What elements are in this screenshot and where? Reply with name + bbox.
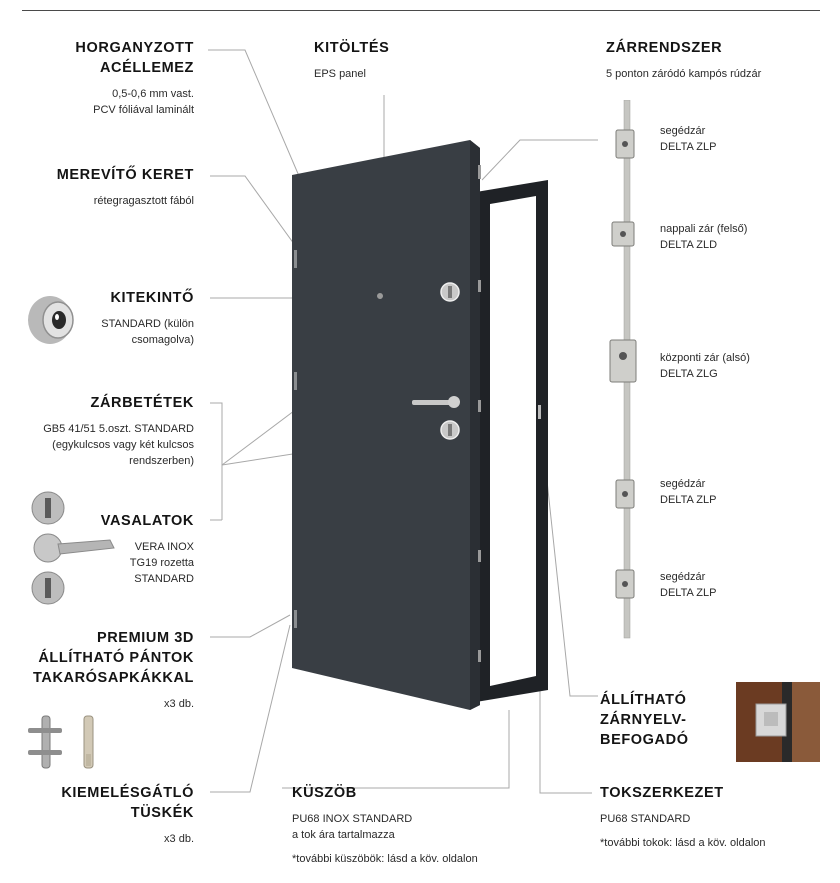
feature-title: ZÁRBETÉTEK [90,395,194,411]
lock-model: DELTA ZLP [660,494,717,506]
hinge [294,250,297,268]
feature-title: ZÁRNYELV- [600,712,687,728]
feature-desc: VERA INOX [134,541,194,553]
feature-title: TÜSKÉK [130,805,194,821]
lock-name: segédzár [660,478,706,490]
feature-title: PREMIUM 3D [96,630,194,646]
feature-title: ACÉLLEMEZ [99,60,194,76]
handle-icon [412,400,452,405]
feature-note: *további küszöbök: lásd a köv. oldalon [292,853,478,865]
lock-model: DELTA ZLP [660,141,717,153]
feature-desc: GB5 41/51 5.oszt. STANDARD [43,423,194,435]
frame-opening [490,196,536,686]
lock-name: központi zár (alsó) [660,352,750,364]
lock-model: DELTA ZLP [660,587,717,599]
lock-item [660,350,750,382]
feature-title: TOKSZERKEZET [600,785,724,801]
lock-item [660,476,716,508]
lock-item [660,221,747,253]
feature-desc: PCV fóliával laminált [93,104,194,116]
door-illustration [260,130,560,740]
feature-desc: csomagolva) [131,334,194,346]
feature-title: ÁLLÍTHATÓ PÁNTOK [38,650,194,666]
feature-tuskek [61,783,194,847]
feature-title: KITEKINTŐ [110,290,194,306]
feature-kitekinto [101,288,194,348]
feature-zarnyelv [600,690,689,750]
feature-tok [600,783,766,851]
lock-model: DELTA ZLD [660,239,718,251]
feature-desc: rendszerben) [129,455,194,467]
feature-desc: STANDARD [134,573,194,585]
feature-desc: PU68 STANDARD [600,813,691,825]
feature-title: BEFOGADÓ [600,732,689,748]
feature-title: VASALATOK [100,513,194,529]
feature-title: HORGANYZOTT [75,40,194,56]
feature-desc: EPS panel [314,68,366,80]
feature-title: KITÖLTÉS [314,40,390,56]
feature-title: KÜSZÖB [292,785,357,801]
hinge-product-icon [26,714,106,770]
feature-note: *további tokok: lásd a köv. oldalon [600,837,766,849]
feature-desc: rétegragasztott fából [93,195,194,207]
lock-item [660,569,716,601]
hinge [294,372,297,390]
feature-zarbetetek [43,393,194,469]
lock-rod-illustration [602,100,642,640]
feature-pantok [33,628,194,712]
hinge [294,610,297,628]
lock-item [660,123,716,155]
strike-plate-product-icon [736,682,820,762]
feature-title: KIEMELÉSGÁTLÓ [61,785,194,801]
feature-horganyzott [75,38,194,118]
feature-desc: (egykulcsos vagy két kulcsos [52,439,194,451]
lock-model: DELTA ZLG [660,368,718,380]
feature-title: ÁLLÍTHATÓ [600,692,687,708]
peephole-icon [377,293,383,299]
feature-title: TAKARÓSAPKÁKKAL [33,670,194,686]
feature-desc: 5 ponton záródó kampós rúdzár [606,68,762,80]
feature-desc: PU68 INOX STANDARD [292,813,413,825]
peephole-product-icon [22,288,78,348]
feature-desc: a tok ára tartalmazza [292,829,395,841]
feature-desc: TG19 rozetta [129,557,194,569]
feature-desc: x3 db. [164,698,194,710]
feature-title: MEREVÍTŐ KERET [56,167,194,183]
feature-merevito [57,165,194,209]
lock-name: segédzár [660,571,706,583]
feature-desc: 0,5-0,6 mm vast. [112,88,194,100]
feature-desc: x3 db. [164,833,194,845]
lock-name: segédzár [660,125,706,137]
feature-kitoltes [314,38,389,82]
lock-name: nappali zár (felső) [660,223,748,235]
feature-desc: STANDARD (külön [101,318,194,330]
feature-vasalatok [101,511,194,587]
feature-kuszob [292,783,478,867]
feature-zarrendszer [606,38,761,82]
feature-title: ZÁRRENDSZER [606,40,723,56]
